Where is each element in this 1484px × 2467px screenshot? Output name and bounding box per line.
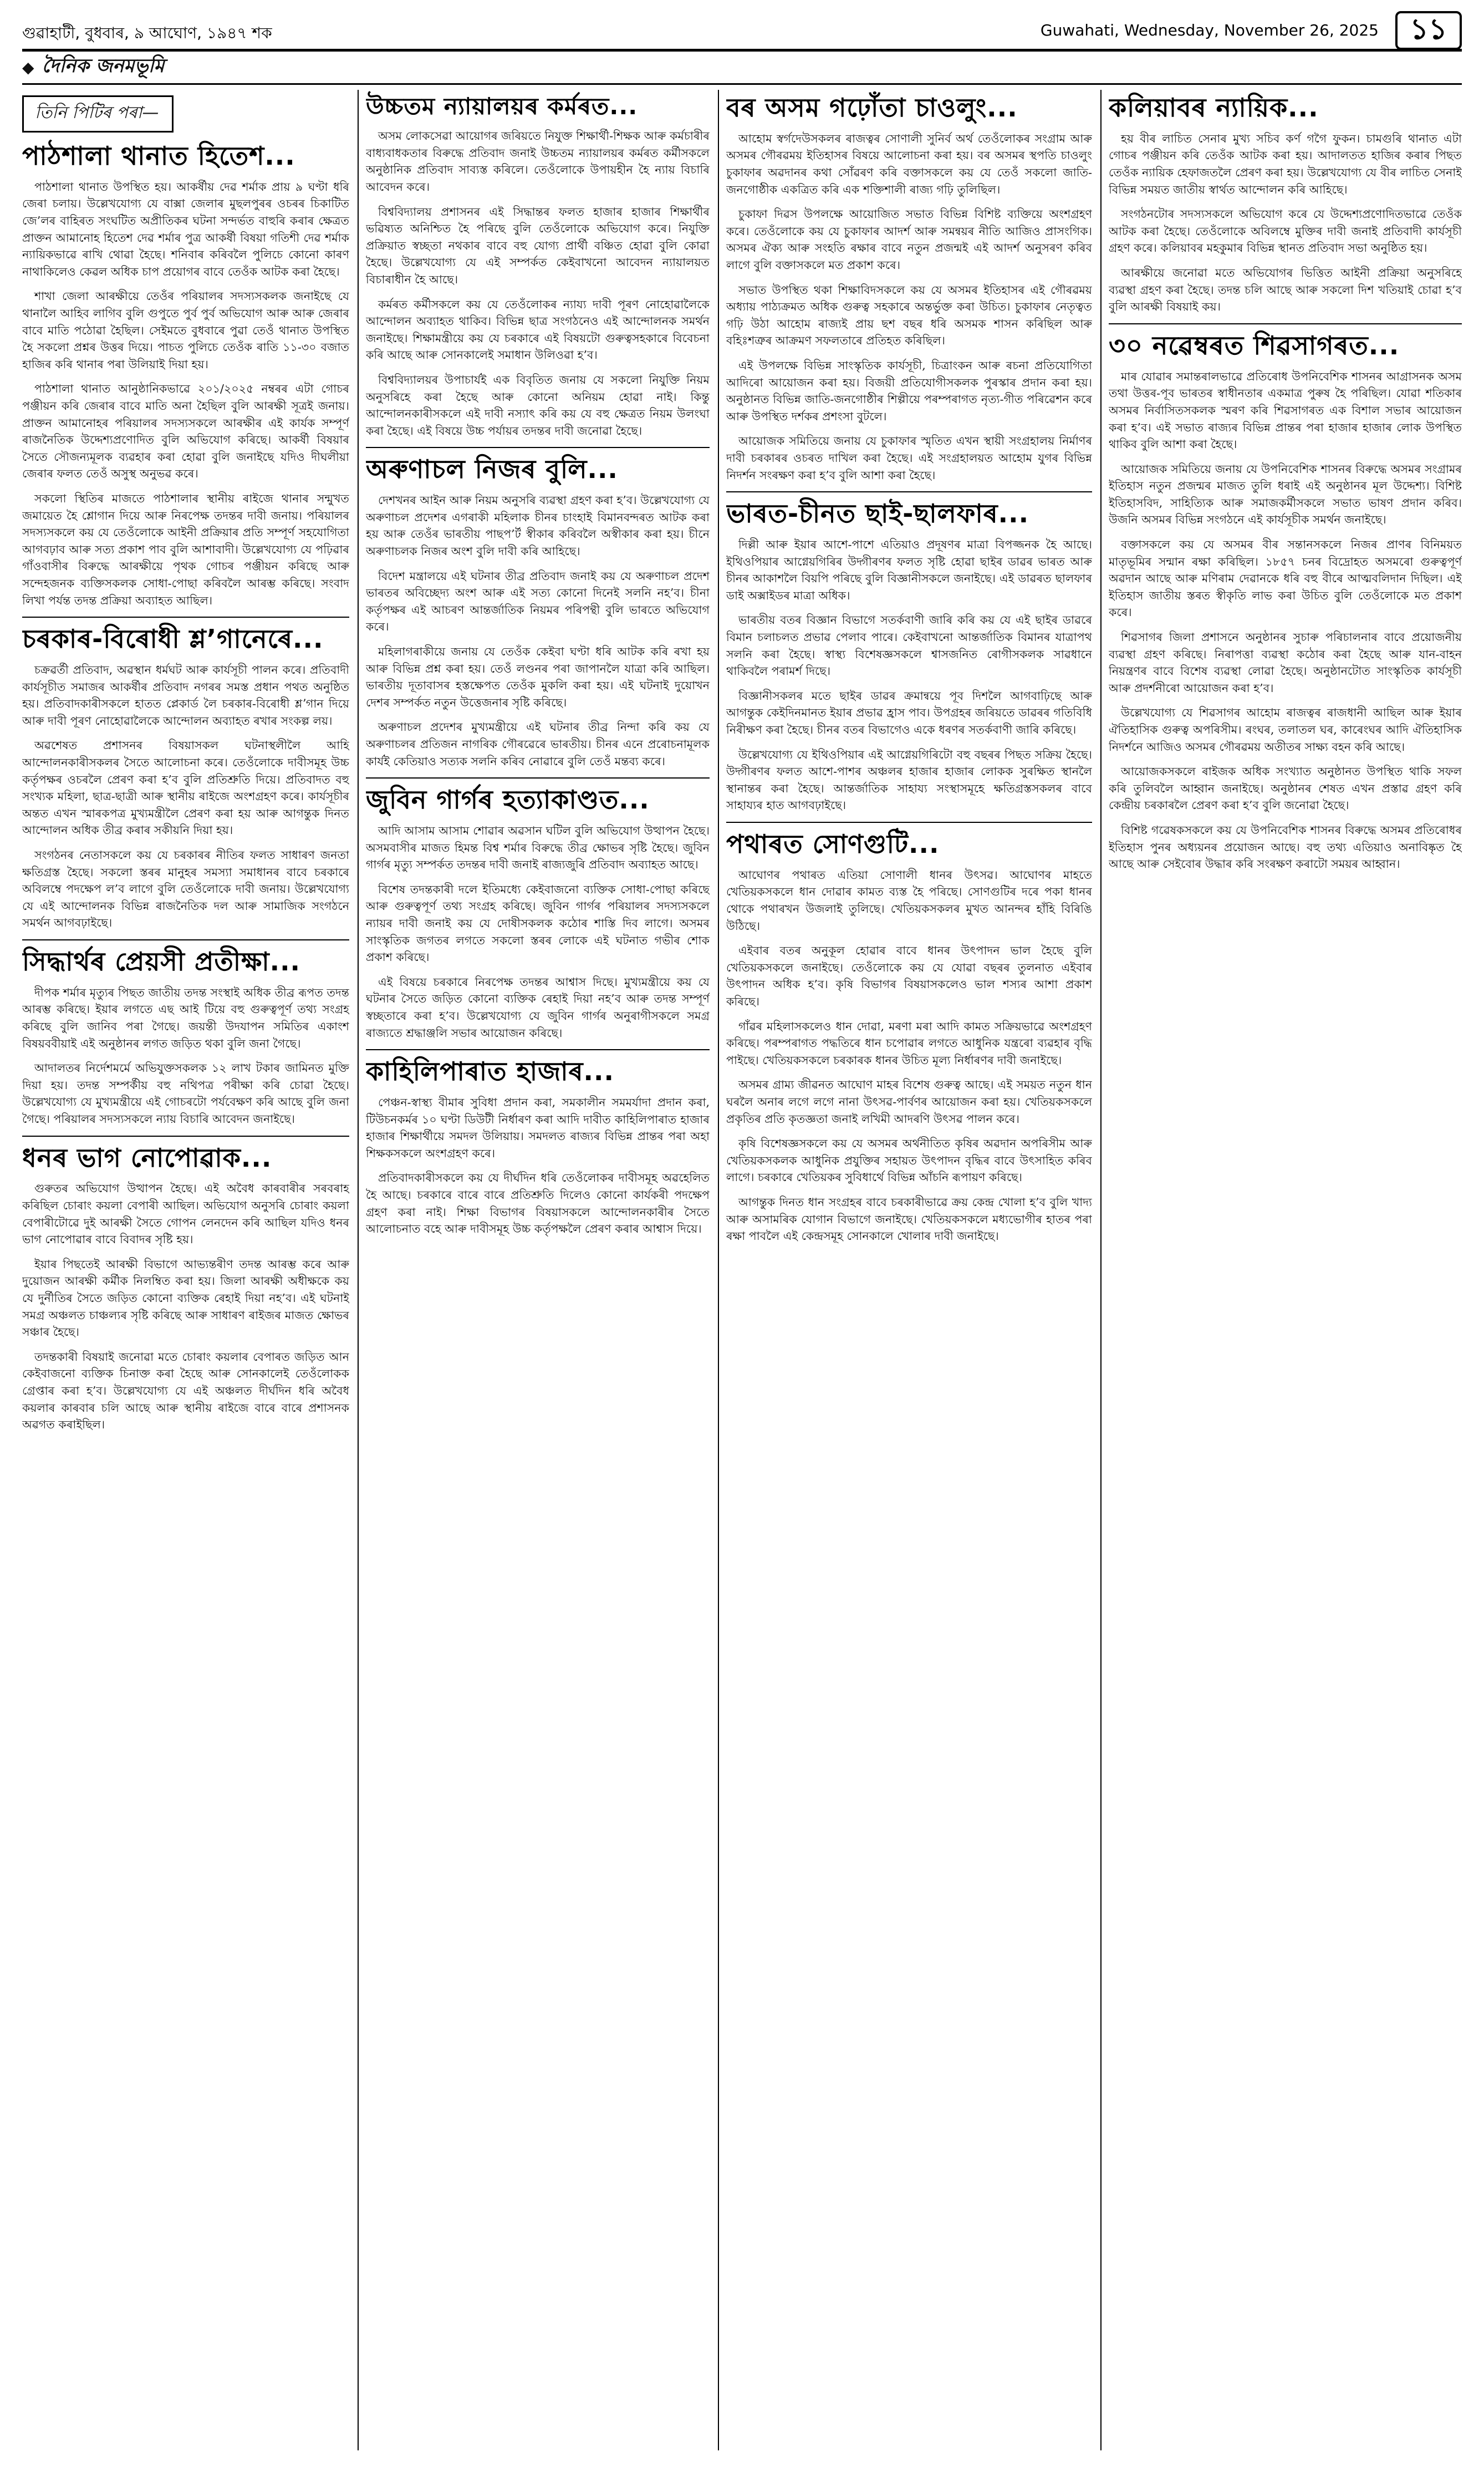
paragraph: তদন্তকাৰী বিষয়াই জনোৱা মতে চোৰাং কয়লাৰ বেপাৰত জড়িত আন কেইবাজনো ব্যক্তিক চিনাক্ত কৰা হৈছে আৰু সোনকালেই তেওঁলোকক গ্ৰেপ্তাৰ কৰা হ’ব। উল্লেখযোগ্য যে এই অঞ্চলত দীৰ্ঘদিন ধৰি অবৈধ কয়লাৰ কাৰবাৰ চলি আছে আৰু স্থানীয় ৰাইজে বাৰে বাৰে প্ৰশাসনক অৱগত কৰাইছিল।: [22, 1350, 349, 1432]
story-kahilipara: [366, 1057, 710, 1238]
story-sivasagar: [1109, 331, 1462, 873]
paragraph: বক্তাসকলে কয় যে অসমৰ বীৰ সন্তানসকলে নিজৰ প্ৰাণৰ বিনিময়ত মাতৃভূমিৰ সন্মান ৰক্ষা কৰিছিল। ১৮৫৭ চনৰ বিদ্ৰোহত অসমৰো গুৰুত্বপূৰ্ণ অৱদান আছে আৰু মণিৰাম দেৱানকে ধৰি বহু বীৰে আত্মবলিদান দিছিল। এই ইতিহাস জাতীয় স্তৰত স্বীকৃতি লাভ কৰা উচিত বুলি তেওঁলোকে মত প্ৰকাশ কৰে।: [1109, 538, 1462, 619]
column-4: [1109, 90, 1462, 2450]
story-chakar: [22, 624, 349, 932]
story-siddharth: [22, 947, 349, 1128]
story-divider: [726, 491, 1092, 492]
headline: পাঠশালা থানাত হিতেশ...: [22, 141, 295, 171]
paragraph: সংগঠনটোৰ সদস্যসকলে অভিযোগ কৰে যে উদ্দেশ্যপ্ৰণোদিতভাৱে তেওঁক আটক কৰা হৈছে। তেওঁলোকে অবিলম্বে মুক্তিৰ দাবী জনাই প্ৰতিবাদী কাৰ্যসূচী গ্ৰহণ কৰে। কলিয়াবৰ মহকুমাৰ বিভিন্ন স্থানত প্ৰতিবাদ সভা অনুষ্ঠিত হয়।: [1109, 207, 1462, 255]
paragraph: হয় বীৰ লাচিত সেনাৰ মুখ্য সচিব কৰ্ণ গগৈ ফুকন। চামগুৰি থানাত এটা গোচৰ পঞ্জীয়ন কৰি তেওঁক আটক কৰা হয়। আদালতত হাজিৰ কৰাৰ পিছত তেওঁক ন্যায়িক হেফাজতলৈ প্ৰেৰণ কৰা হয়। উল্লেখযোগ্য যে বীৰ লাচিত সেনাই বিভিন্ন সময়ত জাতীয় স্বাৰ্থত আন্দোলন কৰি আহিছে।: [1109, 131, 1462, 196]
headline: ধনৰ ভাগ নোপোৱাক...: [22, 1142, 272, 1173]
masthead-rule: [22, 83, 1462, 85]
paragraph: বিশেষ তদন্তকাৰী দলে ইতিমধ্যে কেইবাজনো ব্যক্তিক সোধা-পোছা কৰিছে আৰু গুৰুত্বপূৰ্ণ তথ্য সংগ্ৰহ কৰিছে। জুবিন গাৰ্গৰ পৰিয়ালৰ সদস্যসকলে ন্যায়ৰ দাবী জনাই কয় যে দোষীসকলক কঠোৰ শাস্তি দিব লাগে। অসমৰ সাংস্কৃতিক জগতৰ লগতে সকলো স্তৰৰ লোকে এই ঘটনাত গভীৰ শোক প্ৰকাশ কৰিছে।: [366, 882, 710, 964]
headline: কাহিলিপাৰাত হাজাৰ...: [366, 1056, 614, 1087]
paragraph: বিশ্ববিদ্যালয় প্ৰশাসনৰ এই সিদ্ধান্তৰ ফলত হাজাৰ হাজাৰ শিক্ষাৰ্থীৰ ভৱিষ্যত অনিশ্চিত হৈ পৰিছে বুলি তেওঁলোকে অভিযোগ কৰে। নিযুক্তি প্ৰক্ৰিয়াত স্বচ্ছতা নথকাৰ বাবে বহু যোগ্য প্ৰাৰ্থী বঞ্চিত হোৱা বুলি কোৱা হৈছে। উল্লেখযোগ্য যে এই সম্পৰ্কত কেইবাখনো আবেদন ন্যায়ালয়ত বিচাৰাধীন হৈ আছে।: [366, 205, 710, 287]
paragraph: দেশখনৰ আইন আৰু নিয়ম অনুসৰি ব্যৱস্থা গ্ৰহণ কৰা হ’ব। উল্লেখযোগ্য যে অৰুণাচল প্ৰদেশৰ এগৰাকী মহিলাক চীনৰ চাংহাই বিমানবন্দৰত আটক কৰা হয় আৰু তেওঁৰ ভাৰতীয় পাছপ’ৰ্ট স্বীকাৰ কৰিবলৈ অস্বীকাৰ কৰা হয়। চীনে অৰুণাচলক নিজৰ অংশ বুলি দাবী কৰি আহিছে।: [366, 494, 710, 558]
headline: বৰ অসম গঢ়োঁতা চাওলুং...: [726, 93, 1018, 123]
story-pathshala: [22, 141, 349, 609]
story-india-china: [726, 499, 1092, 814]
paragraph: সকলো স্থিতিৰ মাজতে পাঠশালাৰ স্থানীয় ৰাইজে থানাৰ সন্মুখত জমায়েত হৈ শ্লোগান দিয়ে আৰু নিৰপেক্ষ তদন্তৰ দাবী জনায়। পৰিয়ালৰ সদস্যসকলে কয় যে তেওঁলোকে আইনী প্ৰক্ৰিয়াৰ প্ৰতি সম্পূৰ্ণ সহযোগিতা আগবঢ়াব আৰু সত্য প্ৰকাশ পাব বুলি আশাবাদী। উল্লেখযোগ্য যে পঢ়িৱাৰ গাঁওবাসীৰ বিৰুদ্ধে আৰক্ষীয়ে পৃথক গোচৰ পঞ্জীয়ন কৰিছে আৰু সন্দেহজনক ব্যক্তিসকলক সোধা-পোছা কৰিবলৈ আৰম্ভ কৰিছে। সংবাদ লিখা পৰ্যন্ত তদন্ত প্ৰক্ৰিয়া অব্যাহত আছিল।: [22, 491, 349, 607]
story-divider: [366, 777, 710, 779]
paragraph: ইয়াৰ পিছতেই আৰক্ষী বিভাগে আভ্যন্তৰীণ তদন্ত আৰম্ভ কৰে আৰু দুয়োজন আৰক্ষী কৰ্মীক নিলম্বিত কৰা হয়। জিলা আৰক্ষী অধীক্ষকে কয় যে দুৰ্নীতিৰ সৈতে জড়িত কোনো ব্যক্তিক ৰেহাই দিয়া নহ’ব। এই ঘটনাই সমগ্ৰ অঞ্চলত চাঞ্চল্যৰ সৃষ্টি কৰিছে আৰু সাধাৰণ ৰাইজৰ মাজত ক্ষোভৰ সঞ্চাৰ হৈছে।: [22, 1257, 349, 1339]
paragraph: শিৱসাগৰ জিলা প্ৰশাসনে অনুষ্ঠানৰ সুচাৰু পৰিচালনাৰ বাবে প্ৰয়োজনীয় ব্যৱস্থা গ্ৰহণ কৰিছে। নিৰাপত্তা ব্যৱস্থা কঠোৰ কৰা হৈছে আৰু যান-বাহন নিয়ন্ত্ৰণৰ বাবে বিশেষ ব্যৱস্থা লোৱা হৈছে। অনুষ্ঠানটোত সাংস্কৃতিক কাৰ্যসূচী আৰু প্ৰদৰ্শনীৰো আয়োজন কৰা হ’ব।: [1109, 630, 1462, 695]
story-supreme: [366, 93, 710, 439]
story-bor-asom: [726, 93, 1092, 484]
paragraph: গাঁৱৰ মহিলাসকলেও ধান দোৱা, মৰণা মৰা আদি কামত সক্ৰিয়ভাৱে অংশগ্ৰহণ কৰিছে। পৰম্পৰাগত পদ্ধতিৰে ধান চপোৱাৰ লগতে আধুনিক যন্ত্ৰৰো ব্যৱহাৰ বৃদ্ধি পাইছে। খেতিয়কসকলে চৰকাৰক ধানৰ উচিত মূল্য নিৰ্ধাৰণৰ দাবী জনাইছে।: [726, 1019, 1092, 1067]
paragraph: পাঠশালা থানাত আনুষ্ঠানিকভাৱে ২০১/২০২৫ নম্বৰৰ এটা গোচৰ পঞ্জীয়ন কৰি জেৰাৰ বাবে মাতি অনা হৈছিল বুলি আৰক্ষী সূত্ৰই জনায়। প্ৰাক্তন আমানোহৰ পৰিয়ালৰ সদস্যসকলে আৰক্ষীৰ এই কাৰ্যক সম্পূৰ্ণ ৰাজনৈতিক উদ্দেশ্যপ্ৰণোদিত বুলি অভিযোগ কৰিছে। আকৰ্ষী বিষয়াৰ সৈতে সৌজন্যমূলক ব্যৱহাৰ কৰা হোৱা বুলি জনাইছে যদিও দীঘলীয়া জেৰাৰ ফলত তেওঁ অসুস্থ অনুভৱ কৰে।: [22, 382, 349, 481]
paragraph: বিশিষ্ট গৱেষকসকলে কয় যে উপনিবেশিক শাসনৰ বিৰুদ্ধে অসমৰ প্ৰতিৰোধৰ ইতিহাস পুনৰ অধ্যয়নৰ প্ৰয়োজন আছে। বহু তথ্য এতিয়াও অনাবিষ্কৃত হৈ আছে আৰু সেইবোৰ উদ্ধাৰ কৰি সংৰক্ষণ কৰাটো সময়ৰ আহ্বান।: [1109, 823, 1462, 871]
story-divider: [1109, 323, 1462, 324]
paragraph: দিল্লী আৰু ইয়াৰ আশে-পাশে এতিয়াও প্ৰদূষণৰ মাত্ৰা বিপজ্জনক হৈ আছে। ইথিওপিয়াৰ আগ্নেয়গিৰিৰ উদ্গীৰণৰ ফলত সৃষ্টি হোৱা ছাইৰ ডাৱৰ ভাৰত আৰু চীনৰ আকাশলৈ বিয়পি পৰিছে বুলি বিজ্ঞানীসকলে জনাইছে। এই ডাৱৰত ছালফাৰ ডাই অক্সাইডৰ মাত্ৰা অধিক।: [726, 538, 1092, 602]
headline: চৰকাৰ-বিৰোধী শ্লʼগানেৰে...: [22, 624, 324, 654]
paragraph: বিশ্ববিদ্যালয়ৰ উপাচাৰ্যই এক বিবৃতিত জনায় যে সকলো নিযুক্তি নিয়ম অনুসৰিহে কৰা হৈছে আৰু কোনো অনিয়ম হোৱা নাই। কিন্তু আন্দোলনকাৰীসকলে এই দাবী নস্যাৎ কৰি কয় যে বহু ক্ষেত্ৰত নিয়ম উলংঘা কৰা হৈছে। এই বিষয়ে উচ্চ পৰ্যায়ৰ তদন্তৰ দাবী জনোৱা হৈছে।: [366, 373, 710, 438]
story-dhan: [22, 1143, 349, 1433]
paragraph: কৃষি বিশেষজ্ঞসকলে কয় যে অসমৰ অৰ্থনীতিত কৃষিৰ অৱদান অপৰিসীম আৰু খেতিয়কসকলক আধুনিক প্ৰযুক্তিৰ সহায়ত উৎপাদন বৃদ্ধিৰ বাবে উৎসাহিত কৰিব লাগে। চৰকাৰে খেতিয়কৰ সুবিধাৰ্থে বিভিন্ন আঁচনি ৰূপায়ণ কৰিছে।: [726, 1137, 1092, 1184]
headline: ভাৰত-চীনত ছাই-ছালফাৰ...: [726, 499, 1029, 529]
paragraph: গুৰুতৰ অভিযোগ উত্থাপন হৈছে। এই অবৈধ কাৰবাৰীৰ সৰবৰাহ কৰিছিল চোৰাং কয়লা বেপাৰী আছিল। অভিযোগ অনুসৰি চোৰাং কয়লা বেপাৰীটোৱে দুই আৰক্ষী সৈতে গোপন লেনদেন কৰি আছিল যদিও ধনৰ ভাগ নোপোৱাৰ বাবে বিবাদৰ সৃষ্টি হয়।: [22, 1182, 349, 1247]
story-divider: [22, 1136, 349, 1137]
diamond-icon: ◆: [22, 58, 34, 77]
paragraph: আদি আসাম আসাম শোৱাৰ অৱসান ঘটিল বুলি অভিযোগ উত্থাপন হৈছে। অসমবাসীৰ মাজত হিমন্ত বিশ্ব শৰ্মাৰ বিৰুদ্ধে তীব্ৰ ক্ষোভৰ সৃষ্টি হৈছে। জুবিন গাৰ্গৰ মৃত্যু সম্পৰ্কত তদন্তৰ দাবী জনাই ৰাজ্যজুৰি প্ৰতিবাদ অব্যাহত আছে।: [366, 824, 710, 872]
paragraph: প্ৰতিবাদকাৰীসকলে কয় যে দীৰ্ঘদিন ধৰি তেওঁলোকৰ দাবীসমূহ অৱহেলিত হৈ আছে। চৰকাৰে বাৰে বাৰে প্ৰতিশ্ৰুতি দিলেও কোনো কাৰ্যকৰী পদক্ষেপ গ্ৰহণ কৰা নাই। শিক্ষা বিভাগৰ বিষয়াসকলে আন্দোলনকাৰীৰ সৈতে আলোচনাত বহে আৰু দাবীসমূহ উচ্চ কৰ্তৃপক্ষলৈ প্ৰেৰণ কৰাৰ আশ্বাস দিয়ে।: [366, 1171, 710, 1236]
paragraph: আয়োজকসকলে ৰাইজক অধিক সংখ্যাত অনুষ্ঠানত উপস্থিত থাকি সফল কৰি তুলিবলৈ আহ্বান জনাইছে। অনুষ্ঠানৰ শেষত এখন প্ৰস্তাৱ গ্ৰহণ কৰি কেন্দ্ৰীয় চৰকাৰলৈ প্ৰেৰণ কৰা হ’ব বুলি জনোৱা হৈছে।: [1109, 765, 1462, 812]
masthead: [22, 53, 255, 81]
story-arunachal: [366, 455, 710, 770]
paragraph: পেঞ্চন-স্বাস্থ্য বীমাৰ সুবিধা প্ৰদান কৰা, সমকালীন সমমৰ্যাদা প্ৰদান কৰা, টিউচনকৰ্মৰ ১০ ঘণ্টা ডিউটী নিৰ্ধাৰণ কৰা আদি দাবীত কাহিলিপাৰাত হাজাৰ হাজাৰ শিক্ষাৰ্থীয়ে সমদল উলিয়ায়। সমদলত ৰাজ্যৰ বিভিন্ন প্ৰান্তৰ পৰা অহা শিক্ষকসকলে অংশগ্ৰহণ কৰে।: [366, 1096, 710, 1160]
headline: কলিয়াবৰ ন্যায়িক...: [1109, 93, 1319, 123]
story-divider: [22, 939, 349, 940]
headline: সিদ্ধাৰ্থৰ প্ৰেয়সী প্ৰতীক্ষা...: [22, 946, 301, 976]
paragraph: দীপক শৰ্মাৰ মৃত্যুৰ পিছত জাতীয় তদন্ত সংস্থাই অধিক তীব্ৰ ৰূপত তদন্ত আৰম্ভ কৰিছে। ইয়াৰ লগতে এছ আই টিয়ে বহু গুৰুত্বপূৰ্ণ তথ্য সংগ্ৰহ কৰিছে বুলি জানিব পৰা গৈছে। জয়ন্তী উদযাপন সমিতিৰ একাংশ বিষয়ববীয়াই এই অনুষ্ঠানৰ লগত জড়িত থকা বুলি জনা গৈছে।: [22, 985, 349, 1050]
headline: উচ্চতম ন্যায়ালয়ৰ কৰ্মৰত...: [366, 93, 638, 120]
paragraph: পাঠশালা থানাত উপস্থিত হয়। আকৰ্ষীয় দেৱ শৰ্মাক প্ৰায় ৯ ঘণ্টা ধৰি জেৰা চলায়। উল্লেখযোগ্য যে বাক্সা জেলাৰ মুছলপুৰৰ ওচৰৰ চিকাটিত জে’লৰ বাহিৰত সংঘটিত অপ্ৰীতিকৰ ঘটনা সন্দৰ্ভত বাহুৰি কৰাৰ ক্ষেত্ৰত প্ৰাক্তন আমানোহ হিতেশ দেৱ শৰ্মাৰ পুত্ৰ আকৰ্ষী বিষয়া গতিশী দেৱ শৰ্মাক ন্যায়িকভাৱে ৰাখি থোৱা হৈছে। শনিবাৰ কৰিবলৈ পুলিচে কোনো কাৰণ নাথাকিলেও কেৱল অধিক চাপ প্ৰয়োগৰ বাবে তেওঁক আটক কৰা হৈছে।: [22, 180, 349, 278]
story-pathar: [726, 830, 1092, 1245]
paragraph: সভাত উপস্থিত থকা শিক্ষাবিদসকলে কয় যে অসমৰ ইতিহাসৰ এই গৌৰৱময় অধ্যায় পাঠ্যক্ৰমত অধিক গুৰুত্ব সহকাৰে অন্তৰ্ভুক্ত কৰা উচিত। চুকাফাৰ নেতৃত্বত গঢ়ি উঠা আহোম ৰাজ্যই প্ৰায় ছশ বছৰ ধৰি অসমক শাসন কৰিছিল আৰু বহিঃশত্ৰুৰ আক্ৰমণ সফলতাৰে প্ৰতিহত কৰিছিল।: [726, 283, 1092, 348]
paragraph: আদালতৰ নিৰ্দেশমৰ্মে অভিযুক্তসকলক ১২ লাখ টকাৰ জামিনত মুক্তি দিয়া হয়। তদন্ত সম্পৰ্কীয় বহু নথিপত্ৰ পৰীক্ষা কৰি চোৱা হৈছে। উল্লেখযোগ্য যে মুখ্যমন্ত্ৰীয়ে এই গোচৰটো পৰ্যবেক্ষণ কৰি আছে বুলি জনা গৈছে। পৰিয়ালৰ সদস্যসকলে ন্যায় বিচাৰি আবেদন জনাইছে।: [22, 1061, 349, 1126]
paragraph: এই উপলক্ষে বিভিন্ন সাংস্কৃতিক কাৰ্যসূচী, চিত্ৰাংকন আৰু ৰচনা প্ৰতিযোগিতা আদিৰো আয়োজন কৰা হয়। বিজয়ী প্ৰতিযোগীসকলক পুৰস্কাৰ প্ৰদান কৰা হয়। অনুষ্ঠানত বিভিন্ন জাতি-জনগোষ্ঠীৰ শিল্পীয়ে পৰম্পৰাগত নৃত্য-গীত পৰিৱেশন কৰে আৰু উপস্থিত দৰ্শকৰ প্ৰশংসা বুটলে।: [726, 359, 1092, 423]
page-number: ১১: [1395, 11, 1462, 50]
paragraph: বিদেশ মন্ত্ৰালয়ে এই ঘটনাৰ তীব্ৰ প্ৰতিবাদ জনাই কয় যে অৰুণাচল প্ৰদেশ ভাৰতৰ অবিচ্ছেদ্য অংশ আৰু এই সত্য কোনো দিনেই সলনি নহ’ব। চীনা কৰ্তৃপক্ষৰ এই আচৰণ আন্তৰ্জাতিক নিয়মৰ পৰিপন্থী বুলি ভাৰতে অভিযোগ কৰে।: [366, 569, 710, 634]
headline: জুবিন গাৰ্গৰ হত্যাকাণ্ডত...: [366, 785, 650, 815]
column-divider: [718, 90, 719, 2450]
paragraph: আহোম স্বৰ্গদেউসকলৰ ৰাজত্বৰ সোণালী সুনিৰ্ব অৰ্থ তেওঁলোকৰ সংগ্ৰাম আৰু অসমৰ গৌৰৱময় ইতিহাসৰ বিষয়ে আলোচনা কৰা হয়। বৰ অসমৰ স্থপতি চাওলুং চুকাফাৰ অৱদানৰ কথা সোঁৱৰণ কৰি বক্তাসকলে কয় যে তেওঁ সকলো জাতি-জনগোষ্ঠীক একত্ৰিত কৰি এক শক্তিশালী ৰাজ্য গঢ়ি তুলিছিল।: [726, 131, 1092, 196]
column-divider: [358, 90, 359, 2450]
paragraph: বিজ্ঞানীসকলৰ মতে ছাইৰ ডাৱৰ ক্ৰমান্বয়ে পূব দিশলৈ আগবাঢ়িছে আৰু আগন্তুক কেইদিনমানত ইয়াৰ প্ৰভাৱ হ্ৰাস পাব। উপগ্ৰহৰ জৰিয়তে ডাৱৰৰ গতিবিধি নিৰীক্ষণ কৰা হৈছে। চীনৰ বতৰ বিভাগেও একে ধৰণৰ সতৰ্কবাণী জাৰি কৰিছে।: [726, 689, 1092, 736]
paragraph: আৰক্ষীয়ে জনোৱা মতে অভিযোগৰ ভিত্তিত আইনী প্ৰক্ৰিয়া অনুসৰিহে ব্যৱস্থা গ্ৰহণ কৰা হৈছে। তদন্ত চলি আছে আৰু সকলো দিশ খতিয়াই চোৱা হ’ব বুলি আৰক্ষী বিষয়াই কয়।: [1109, 266, 1462, 314]
paragraph: সংগঠনৰ নেতাসকলে কয় যে চৰকাৰৰ নীতিৰ ফলত সাধাৰণ জনতা ক্ষতিগ্ৰস্ত হৈছে। সকলো স্তৰৰ মানুহৰ সমস্যা সমাধানৰ বাবে চৰকাৰে অবিলম্বে পদক্ষেপ ল’ব লাগে বুলি তেওঁলোকে দাবী জনায়। উল্লেখযোগ্য যে এই আন্দোলনক বিভিন্ন ৰাজনৈতিক দল আৰু সামাজিক সংগঠনে সমৰ্থন আগবঢ়াইছে।: [22, 848, 349, 930]
paragraph: আঘোণৰ পথাৰত এতিয়া সোণালী ধানৰ উৎসৱ। আঘোণৰ মাহতে খেতিয়কসকলে ধান দোৱাৰ কামত ব্যস্ত হৈ পৰিছে। সোণগুটিৰ দৰে পকা ধানৰ থোকে পথাৰখন উজলাই তুলিছে। খেতিয়কসকলৰ মুখত আনন্দৰ হাঁহি বিৰিঙি উঠিছে।: [726, 868, 1092, 933]
paragraph: অসমৰ গ্ৰাম্য জীৱনত আঘোণ মাহৰ বিশেষ গুৰুত্ব আছে। এই সময়ত নতুন ধান ঘৰলৈ অনাৰ লগে লগে নানা উৎসৱ-পাৰ্বণৰ আয়োজন কৰা হয়। খেতিয়কসকলে প্ৰকৃতিৰ প্ৰতি কৃতজ্ঞতা জনাই লখিমী আদৰণি উৎসৱ পালন কৰে।: [726, 1078, 1092, 1126]
paragraph: মহিলাগৰাকীয়ে জনায় যে তেওঁক কেইবা ঘণ্টা ধৰি আটক কৰি ৰখা হয় আৰু বিভিন্ন প্ৰশ্ন কৰা হয়। তেওঁ লণ্ডনৰ পৰা জাপানলৈ যাত্ৰা কৰি আছিল। ভাৰতীয় দূতাবাসৰ হস্তক্ষেপত তেওঁক মুকলি কৰা হয়। এই ঘটনাই দুয়োখন দেশৰ সম্পৰ্কত নতুন উত্তেজনাৰ সৃষ্টি কৰিছে।: [366, 645, 710, 709]
story-divider: [366, 447, 710, 448]
header-rule: [22, 49, 1462, 52]
paragraph: চক্ৰৱৰ্তী প্ৰতিবাদ, অৱস্থান ধৰ্মঘট আৰু কাৰ্যসূচী পালন কৰে। প্ৰতিবাদী কাৰ্যসূচীত সমাজৰ আকৰ্ষীৰ প্ৰতিবাদ নগৰৰ সমস্ত প্ৰধান পথত অনুষ্ঠিত হয়। প্ৰতিবাদকাৰীসকলে হাতত প্লেকাৰ্ড লৈ চৰকাৰ-বিৰোধী শ্লʼগান দিয়ে আৰু দাবী পূৰণ নোহোৱালৈকে আন্দোলন অব্যাহত ৰখাৰ সংকল্প লয়।: [22, 663, 349, 728]
paragraph: কৰ্মৰত কৰ্মীসকলে কয় যে তেওঁলোকৰ ন্যায্য দাবী পূৰণ নোহোৱালৈকে আন্দোলন অব্যাহত থাকিব। বিভিন্ন ছাত্ৰ সংগঠনেও এই আন্দোলনক সমৰ্থন জনাইছে। শিক্ষামন্ত্ৰীয়ে কয় যে চৰকাৰে এই বিষয়টো গুৰুত্বসহকাৰে বিবেচনা কৰি আছে আৰু সোনকালেই সমাধান উলিওৱা হ’ব।: [366, 297, 710, 362]
date-assamese: গুৱাহাটী, বুধবাৰ, ৯ আঘোণ, ১৯৪৭ শক: [22, 24, 272, 42]
paragraph: মাৰ যোৱাৰ সমান্তৰালভাৱে প্ৰতিৰোধ উপনিবেশিক শাসনৰ আগ্ৰাসনক অসম তথা উত্তৰ-পূব ভাৰতৰ স্বাধীনতাৰ একমাত্ৰ পুৰুষ হৈ পৰিছিল। যোৱা শতিকাৰ অসমৰ নিৰ্বাসিতসকলক স্মৰণ কৰি শিৱসাগৰত এক বিশাল সভাৰ আয়োজন কৰা হ’ব। এই সভাত ৰাজ্যৰ বিভিন্ন প্ৰান্তৰ পৰা হাজাৰ হাজাৰ লোক উপস্থিত থাকিব বুলি আশা কৰা হৈছে।: [1109, 369, 1462, 451]
paragraph: আয়োজক সমিতিয়ে জনায় যে উপনিবেশিক শাসনৰ বিৰুদ্ধে অসমৰ সংগ্ৰামৰ ইতিহাস নতুন প্ৰজন্মৰ মাজত তুলি ধৰাই এই অনুষ্ঠানৰ মূল উদ্দেশ্য। বিশিষ্ট ইতিহাসবিদ, সাহিত্যিক আৰু সমাজকৰ্মীসকলে সভাত ভাষণ প্ৰদান কৰিব। উজনি অসমৰ বিভিন্ন সংগঠনে এই কাৰ্যসূচীক সমৰ্থন জনাইছে।: [1109, 462, 1462, 527]
paragraph: উল্লেখযোগ্য যে শিৱসাগৰ আহোম ৰাজত্বৰ ৰাজধানী আছিল আৰু ইয়াৰ ঐতিহাসিক গুৰুত্ব অপৰিসীম। ৰংঘৰ, তলাতল ঘৰ, কাৰেংঘৰ আদি ঐতিহাসিক নিদৰ্শনে আজিও অসমৰ গৌৰৱময় অতীতৰ সাক্ষ্য বহন কৰি আছে।: [1109, 706, 1462, 754]
story-divider: [366, 1049, 710, 1050]
story-kaliabar: [1109, 93, 1462, 316]
headline: ৩০ নৱেম্বৰত শিৱসাগৰত...: [1109, 330, 1400, 360]
story-divider: [726, 822, 1092, 823]
continued-kicker: তিনি পিটিৰ পৰা—: [22, 95, 174, 133]
page-header: [22, 11, 1462, 44]
headline: অৰুণাচল নিজৰ বুলি...: [366, 454, 618, 485]
paragraph: অৱশেষত প্ৰশাসনৰ বিষয়াসকল ঘটনাস্থলীলৈ আহি আন্দোলনকাৰীসকলৰ সৈতে আলোচনা কৰে। তেওঁলোকে দাবীসমূহ উচ্চ কৰ্তৃপক্ষৰ ওচৰলৈ প্ৰেৰণ কৰা হ’ব বুলি প্ৰতিশ্ৰুতি দিয়ে। প্ৰতিবাদত বহু সংখ্যক মহিলা, ছাত্ৰ-ছাত্ৰী আৰু স্থানীয় ৰাইজে অংশগ্ৰহণ কৰে। কাৰ্যসূচীৰ অন্তত এখন স্মাৰকপত্ৰ মুখ্যমন্ত্ৰীলৈ প্ৰেৰণ কৰা হয় আৰু আগন্তুক দিনত আন্দোলন অধিক তীব্ৰ কৰাৰ সকীয়নি দিয়া হয়।: [22, 739, 349, 837]
story-divider: [22, 617, 349, 618]
paragraph: আয়োজক সমিতিয়ে জনায় যে চুকাফাৰ স্মৃতিত এখন স্থায়ী সংগ্ৰহালয় নিৰ্মাণৰ দাবী চৰকাৰৰ ওচৰত দাখিল কৰা হৈছে। এই সংগ্ৰহালয়ত আহোম যুগৰ বিভিন্ন নিদৰ্শন সংৰক্ষণ কৰা হ’ব বুলি আশা কৰা হৈছে।: [726, 434, 1092, 482]
column-3: [726, 90, 1092, 2450]
headline: পথাৰত সোণগুটি...: [726, 828, 940, 859]
column-2: [366, 90, 710, 2450]
date-english: Guwahati, Wednesday, November 26, 2025: [1040, 21, 1379, 39]
paragraph: উল্লেখযোগ্য যে ইথিওপিয়াৰ এই আগ্নেয়গিৰিটো বহু বছৰৰ পিছত সক্ৰিয় হৈছে। উদ্গীৰণৰ ফলত আশে-পাশৰ অঞ্চলৰ হাজাৰ হাজাৰ লোকক সুৰক্ষিত স্থানলৈ স্থানান্তৰ কৰা হৈছে। আন্তৰ্জাতিক সাহায্য সংস্থাসমূহে ক্ষতিগ্ৰস্তসকলৰ বাবে সাহায্যৰ হাত আগবঢ়াইছে।: [726, 747, 1092, 812]
paragraph: এইবাৰ বতৰ অনুকূল হোৱাৰ বাবে ধানৰ উৎপাদন ভাল হৈছে বুলি খেতিয়কসকলে জনাইছে। তেওঁলোকে কয় যে যোৱা বছৰৰ তুলনাত এইবাৰ উৎপাদন অধিক হ’ব। কৃষি বিভাগৰ বিষয়াসকলেও ভাল শস্যৰ আশা প্ৰকাশ কৰিছে।: [726, 944, 1092, 1009]
paragraph: ভাৰতীয় বতৰ বিজ্ঞান বিভাগে সতৰ্কবাণী জাৰি কৰি কয় যে এই ছাইৰ ডাৱৰে বিমান চলাচলত প্ৰভাৱ পেলাব পাৰে। কেইবাখনো আন্তৰ্জাতিক বিমানৰ যাত্ৰাপথ সলনি কৰা হৈছে। স্বাস্থ্য বিশেষজ্ঞসকলে শ্বাসজনিত ৰোগীসকলক সাৱধানে থাকিবলৈ পৰামৰ্শ দিছে।: [726, 613, 1092, 678]
paragraph: এই বিষয়ে চৰকাৰে নিৰপেক্ষ তদন্তৰ আশ্বাস দিছে। মুখ্যমন্ত্ৰীয়ে কয় যে ঘটনাৰ সৈতে জড়িত কোনো ব্যক্তিক ৰেহাই দিয়া নহ’ব আৰু তদন্ত সম্পূৰ্ণ স্বচ্ছতাৰে কৰা হ’ব। উল্লেখযোগ্য যে জুবিন গাৰ্গৰ অনুৰাগীসকলে সমগ্ৰ ৰাজ্যতে শ্ৰদ্ধাঞ্জলি সভাৰ আয়োজন কৰিছে।: [366, 975, 710, 1040]
masthead-title: দৈনিক জনমভূমি: [42, 54, 165, 77]
story-zubeen: [366, 785, 710, 1041]
column-divider: [1100, 90, 1101, 2450]
paragraph: শাখা জেলা আৰক্ষীয়ে তেওঁৰ পৰিয়ালৰ সদস্যসকলক জনাইছে যে থানালৈ আহিব লাগিব বুলি গুপুতে পুৰ্ব পুৰ্ব অভিযোগ আৰু আৰু জেৰাৰ বাবে মাতি পঠোৱা হৈছিল। সেইমতে বুধবাৰে পুৱা তেওঁ থানাত উপস্থিত হৈ সকলো প্ৰশ্নৰ উত্তৰ দিয়ে। পাচত পুলিচে তেওঁক ৰাতি ১১-৩০ বজাত হাজিৰ কৰি থানাৰ পৰা উলিয়াই দিয়া হয়।: [22, 289, 349, 371]
column-1: [22, 90, 349, 2450]
paragraph: অসম লোকসেৱা আয়োগৰ জৰিয়তে নিযুক্ত শিক্ষাৰ্থী-শিক্ষক আৰু কৰ্মচাৰীৰ বাধ্যবাধকতাৰ বিৰুদ্ধে প্ৰতিবাদ জনাই উচ্চতম ন্যায়ালয়ৰ কৰ্মৰত কৰ্মীসকলে অনুষ্ঠানিক প্ৰতিবাদ সাব্যস্ত কৰিলে। তেওঁলোকে উপায়হীন হৈ ন্যায় বিচাৰি আবেদন কৰে।: [366, 129, 710, 194]
paragraph: আগন্তুক দিনত ধান সংগ্ৰহৰ বাবে চৰকাৰীভাৱে ক্ৰয় কেন্দ্ৰ খোলা হ’ব বুলি খাদ্য আৰু অসামৰিক যোগান বিভাগে জনাইছে। খেতিয়কসকলে মধ্যভোগীৰ হাতৰ পৰা ৰক্ষা পাবলৈ এই কেন্দ্ৰসমূহ সোনকালে খোলাৰ দাবী জনাইছে।: [726, 1195, 1092, 1243]
paragraph: চুকাফা দিৱস উপলক্ষে আয়োজিত সভাত বিভিন্ন বিশিষ্ট ব্যক্তিয়ে অংশগ্ৰহণ কৰে। তেওঁলোকে কয় যে চুকাফাৰ আদৰ্শ আৰু সমন্বয়ৰ নীতি আজিও প্ৰাসংগিক। অসমৰ ঐক্য আৰু সংহতি ৰক্ষাৰ বাবে নতুন প্ৰজন্মই এই আদৰ্শ অনুসৰণ কৰিব লাগে বুলি বক্তাসকলে মত প্ৰকাশ কৰে।: [726, 207, 1092, 272]
paragraph: অৰুণাচল প্ৰদেশৰ মুখ্যমন্ত্ৰীয়ে এই ঘটনাৰ তীব্ৰ নিন্দা কৰি কয় যে অৰুণাচলৰ প্ৰতিজন নাগৰিক গৌৰৱেৰে ভাৰতীয়। চীনৰ এনে প্ৰৰোচনামূলক কাৰ্যই কেতিয়াও সত্যক সলনি কৰিব নোৱাৰে বুলি তেওঁ মন্তব্য কৰে।: [366, 720, 710, 768]
